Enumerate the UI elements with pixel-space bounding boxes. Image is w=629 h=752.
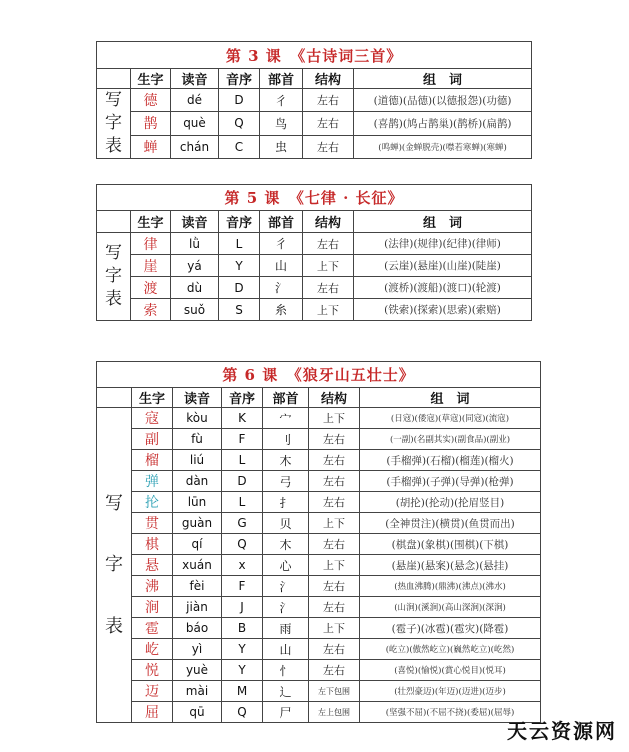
row-words: (棋盘)(象棋)(围棋)(下棋) <box>360 534 541 555</box>
row-structure: 左右 <box>303 277 354 299</box>
header-char: 生字 <box>131 211 171 233</box>
row-words: (喜鹊)(鸠占鹊巢)(鹊桥)(扁鹊) <box>354 112 532 135</box>
row-radical: 雨 <box>263 618 309 639</box>
row-char: 抡 <box>132 492 173 513</box>
row-radical: 氵 <box>263 576 309 597</box>
row-order: F <box>222 429 263 450</box>
row-words: (鸣蝉)(金蝉脱壳)(噤若寒蝉)(寒蝉) <box>354 135 532 158</box>
row-pinyin: báo <box>173 618 222 639</box>
row-char: 律 <box>131 233 171 255</box>
table-row <box>97 639 541 660</box>
blank-header-cell <box>97 211 131 233</box>
side-label-char: 写 <box>105 493 123 515</box>
row-structure: 左右 <box>309 660 360 681</box>
row-structure: 左右 <box>309 534 360 555</box>
side-label-char: 表 <box>105 288 122 309</box>
row-words: (渡桥)(渡船)(渡口)(轮渡) <box>354 277 532 299</box>
row-order: Q <box>222 702 263 723</box>
row-radical: 扌 <box>263 492 309 513</box>
row-structure: 上下 <box>303 299 354 321</box>
row-order: D <box>222 471 263 492</box>
row-structure: 上下 <box>309 618 360 639</box>
row-char: 悬 <box>132 555 173 576</box>
row-radical: 彳 <box>260 89 303 112</box>
row-structure: 左右 <box>309 471 360 492</box>
header-words: 组 词 <box>354 211 532 233</box>
row-structure: 左右 <box>303 135 354 158</box>
header-structure: 结构 <box>303 69 354 89</box>
row-radical: 虫 <box>260 135 303 158</box>
row-order: Q <box>219 112 260 135</box>
row-char: 迈 <box>132 681 173 702</box>
table-row <box>97 471 541 492</box>
lesson-title: 第 6 课 《狼牙山五壮士》 <box>97 362 541 388</box>
row-pinyin: liú <box>173 450 222 471</box>
row-structure: 左右 <box>309 492 360 513</box>
side-label <box>97 408 132 723</box>
row-radical: 辶 <box>263 681 309 702</box>
lesson-title: 第 5 课 《七律 · 长征》 <box>97 185 532 211</box>
row-pinyin: qí <box>173 534 222 555</box>
lesson-6-table <box>96 361 541 723</box>
row-pinyin: kòu <box>173 408 222 429</box>
table-row <box>97 660 541 681</box>
row-char: 索 <box>131 299 171 321</box>
row-order: S <box>219 299 260 321</box>
header-words: 组 词 <box>354 69 532 89</box>
row-words: (手榴弹)(子弹)(导弹)(枪弹) <box>360 471 541 492</box>
table-row <box>97 597 541 618</box>
header-structure: 结构 <box>303 211 354 233</box>
row-words: (屹立)(傲然屹立)(巍然屹立)(屹然) <box>360 639 541 660</box>
row-pinyin: fù <box>173 429 222 450</box>
row-radical: 忄 <box>263 660 309 681</box>
row-pinyin: xuán <box>173 555 222 576</box>
table-row <box>97 513 541 534</box>
row-radical: 彳 <box>260 233 303 255</box>
header-char: 生字 <box>131 69 171 89</box>
side-label-char: 表 <box>105 135 122 156</box>
table-row <box>97 576 541 597</box>
row-radical: 氵 <box>260 277 303 299</box>
row-order: L <box>222 450 263 471</box>
header-structure: 结构 <box>309 388 360 408</box>
row-order: Y <box>219 255 260 277</box>
lesson-5-table <box>96 184 532 321</box>
row-char: 鹊 <box>131 112 171 135</box>
table-row <box>97 450 541 471</box>
side-label-char: 字 <box>105 266 122 287</box>
lesson-title: 第 3 课 《古诗词三首》 <box>97 42 532 69</box>
header-radical: 部首 <box>260 211 303 233</box>
row-structure: 左下包围 <box>309 681 360 702</box>
row-char: 棋 <box>132 534 173 555</box>
row-order: B <box>222 618 263 639</box>
row-pinyin: yì <box>173 639 222 660</box>
row-order: M <box>222 681 263 702</box>
side-label-char: 表 <box>105 615 123 637</box>
row-structure: 左右 <box>309 597 360 618</box>
row-char: 副 <box>132 429 173 450</box>
side-label <box>97 89 131 159</box>
row-order: Q <box>222 534 263 555</box>
table-row <box>97 135 532 158</box>
row-char: 崖 <box>131 255 171 277</box>
row-radical: 心 <box>263 555 309 576</box>
row-words: (壮烈豪迈)(年迈)(迈进)(迈步) <box>360 681 541 702</box>
row-words: (坚强不屈)(不屈不挠)(委屈)(屈辱) <box>360 702 541 723</box>
row-radical: 刂 <box>263 429 309 450</box>
row-pinyin: lūn <box>173 492 222 513</box>
table-row <box>97 277 532 299</box>
row-structure: 上下 <box>309 408 360 429</box>
header-pinyin: 读音 <box>171 69 219 89</box>
table-row <box>97 299 532 321</box>
row-order: L <box>222 492 263 513</box>
row-order: G <box>222 513 263 534</box>
table-row <box>97 555 541 576</box>
row-order: Y <box>222 660 263 681</box>
row-words: (热血沸腾)(鼎沸)(沸点)(沸水) <box>360 576 541 597</box>
header-pinyin: 读音 <box>171 211 219 233</box>
header-order: 音序 <box>222 388 263 408</box>
table-row <box>97 233 532 255</box>
header-radical: 部首 <box>260 69 303 89</box>
row-words: (喜悦)(愉悦)(賞心悦目)(悦耳) <box>360 660 541 681</box>
table-row <box>97 534 541 555</box>
table-row <box>97 681 541 702</box>
row-words: (道德)(品德)(以德报怨)(功德) <box>354 89 532 112</box>
row-radical: 糸 <box>260 299 303 321</box>
row-char: 渡 <box>131 277 171 299</box>
blank-header-cell <box>97 388 132 408</box>
row-pinyin: fèi <box>173 576 222 597</box>
row-radical: 山 <box>263 639 309 660</box>
header-order: 音序 <box>219 69 260 89</box>
row-char: 雹 <box>132 618 173 639</box>
row-structure: 左右 <box>309 576 360 597</box>
row-order: C <box>219 135 260 158</box>
row-words: (法律)(规律)(纪律)(律师) <box>354 233 532 255</box>
side-label-char: 字 <box>105 112 122 133</box>
row-words: (一副)(名副其实)(副食品)(副业) <box>360 429 541 450</box>
row-words: (雹子)(冰雹)(雹灾)(降雹) <box>360 618 541 639</box>
row-pinyin: chán <box>171 135 219 158</box>
header-order: 音序 <box>219 211 260 233</box>
header-radical: 部首 <box>263 388 309 408</box>
watermark: 天云资源网 <box>507 719 617 743</box>
row-order: F <box>222 576 263 597</box>
row-pinyin: lǜ <box>171 233 219 255</box>
row-radical: 氵 <box>263 597 309 618</box>
side-label-char: 写 <box>105 243 122 264</box>
row-char: 德 <box>131 89 171 112</box>
row-words: (全神贯注)(横贯)(鱼贯而出) <box>360 513 541 534</box>
row-pinyin: dù <box>171 277 219 299</box>
row-structure: 左右 <box>309 429 360 450</box>
row-radical: 鸟 <box>260 112 303 135</box>
row-pinyin: dé <box>171 89 219 112</box>
row-structure: 左右 <box>303 112 354 135</box>
blank-header-cell <box>97 69 131 89</box>
row-radical: 尸 <box>263 702 309 723</box>
header-char: 生字 <box>132 388 173 408</box>
row-pinyin: dàn <box>173 471 222 492</box>
row-pinyin: qū <box>173 702 222 723</box>
row-structure: 左右 <box>303 89 354 112</box>
row-order: L <box>219 233 260 255</box>
row-char: 涧 <box>132 597 173 618</box>
row-structure: 左右 <box>309 639 360 660</box>
row-radical: 木 <box>263 534 309 555</box>
row-pinyin: mài <box>173 681 222 702</box>
row-order: x <box>222 555 263 576</box>
table-row <box>97 89 532 112</box>
table-row <box>97 255 532 277</box>
row-structure: 左上包围 <box>309 702 360 723</box>
row-radical: 宀 <box>263 408 309 429</box>
table-row <box>97 702 541 723</box>
row-order: J <box>222 597 263 618</box>
row-words: (手榴弹)(石榴)(榴莲)(榴火) <box>360 450 541 471</box>
row-words: (悬崖)(悬案)(悬念)(悬挂) <box>360 555 541 576</box>
row-char: 蝉 <box>131 135 171 158</box>
header-words: 组 词 <box>360 388 541 408</box>
row-pinyin: yuè <box>173 660 222 681</box>
row-char: 寇 <box>132 408 173 429</box>
row-words: (云崖)(悬崖)(山崖)(陡崖) <box>354 255 532 277</box>
lesson-3-table <box>96 41 532 159</box>
row-order: D <box>219 277 260 299</box>
side-label-char: 写 <box>105 90 122 110</box>
row-char: 榴 <box>132 450 173 471</box>
row-pinyin: yá <box>171 255 219 277</box>
row-char: 弹 <box>132 471 173 492</box>
row-structure: 上下 <box>303 255 354 277</box>
row-pinyin: guàn <box>173 513 222 534</box>
row-char: 屈 <box>132 702 173 723</box>
table-row <box>97 112 532 135</box>
row-order: Y <box>222 639 263 660</box>
side-label-char: 字 <box>105 554 123 576</box>
table-row <box>97 492 541 513</box>
row-char: 悦 <box>132 660 173 681</box>
row-char: 贯 <box>132 513 173 534</box>
row-pinyin: suǒ <box>171 299 219 321</box>
row-words: (山涧)(溪涧)(高山深涧)(深涧) <box>360 597 541 618</box>
table-row <box>97 429 541 450</box>
row-structure: 左右 <box>303 233 354 255</box>
side-label <box>97 233 131 321</box>
row-words: (铁索)(探索)(思索)(索赔) <box>354 299 532 321</box>
row-radical: 木 <box>263 450 309 471</box>
row-pinyin: jiàn <box>173 597 222 618</box>
table-row <box>97 408 541 429</box>
row-char: 沸 <box>132 576 173 597</box>
row-pinyin: què <box>171 112 219 135</box>
row-words: (胡抡)(抡动)(抡眉竖目) <box>360 492 541 513</box>
table-row <box>97 618 541 639</box>
row-radical: 贝 <box>263 513 309 534</box>
row-structure: 上下 <box>309 513 360 534</box>
row-order: D <box>219 89 260 112</box>
row-words: (日寇)(倭寇)(草寇)(同寇)(流寇) <box>360 408 541 429</box>
row-structure: 左右 <box>309 450 360 471</box>
header-pinyin: 读音 <box>173 388 222 408</box>
row-char: 屹 <box>132 639 173 660</box>
row-radical: 弓 <box>263 471 309 492</box>
row-structure: 上下 <box>309 555 360 576</box>
row-order: K <box>222 408 263 429</box>
row-radical: 山 <box>260 255 303 277</box>
